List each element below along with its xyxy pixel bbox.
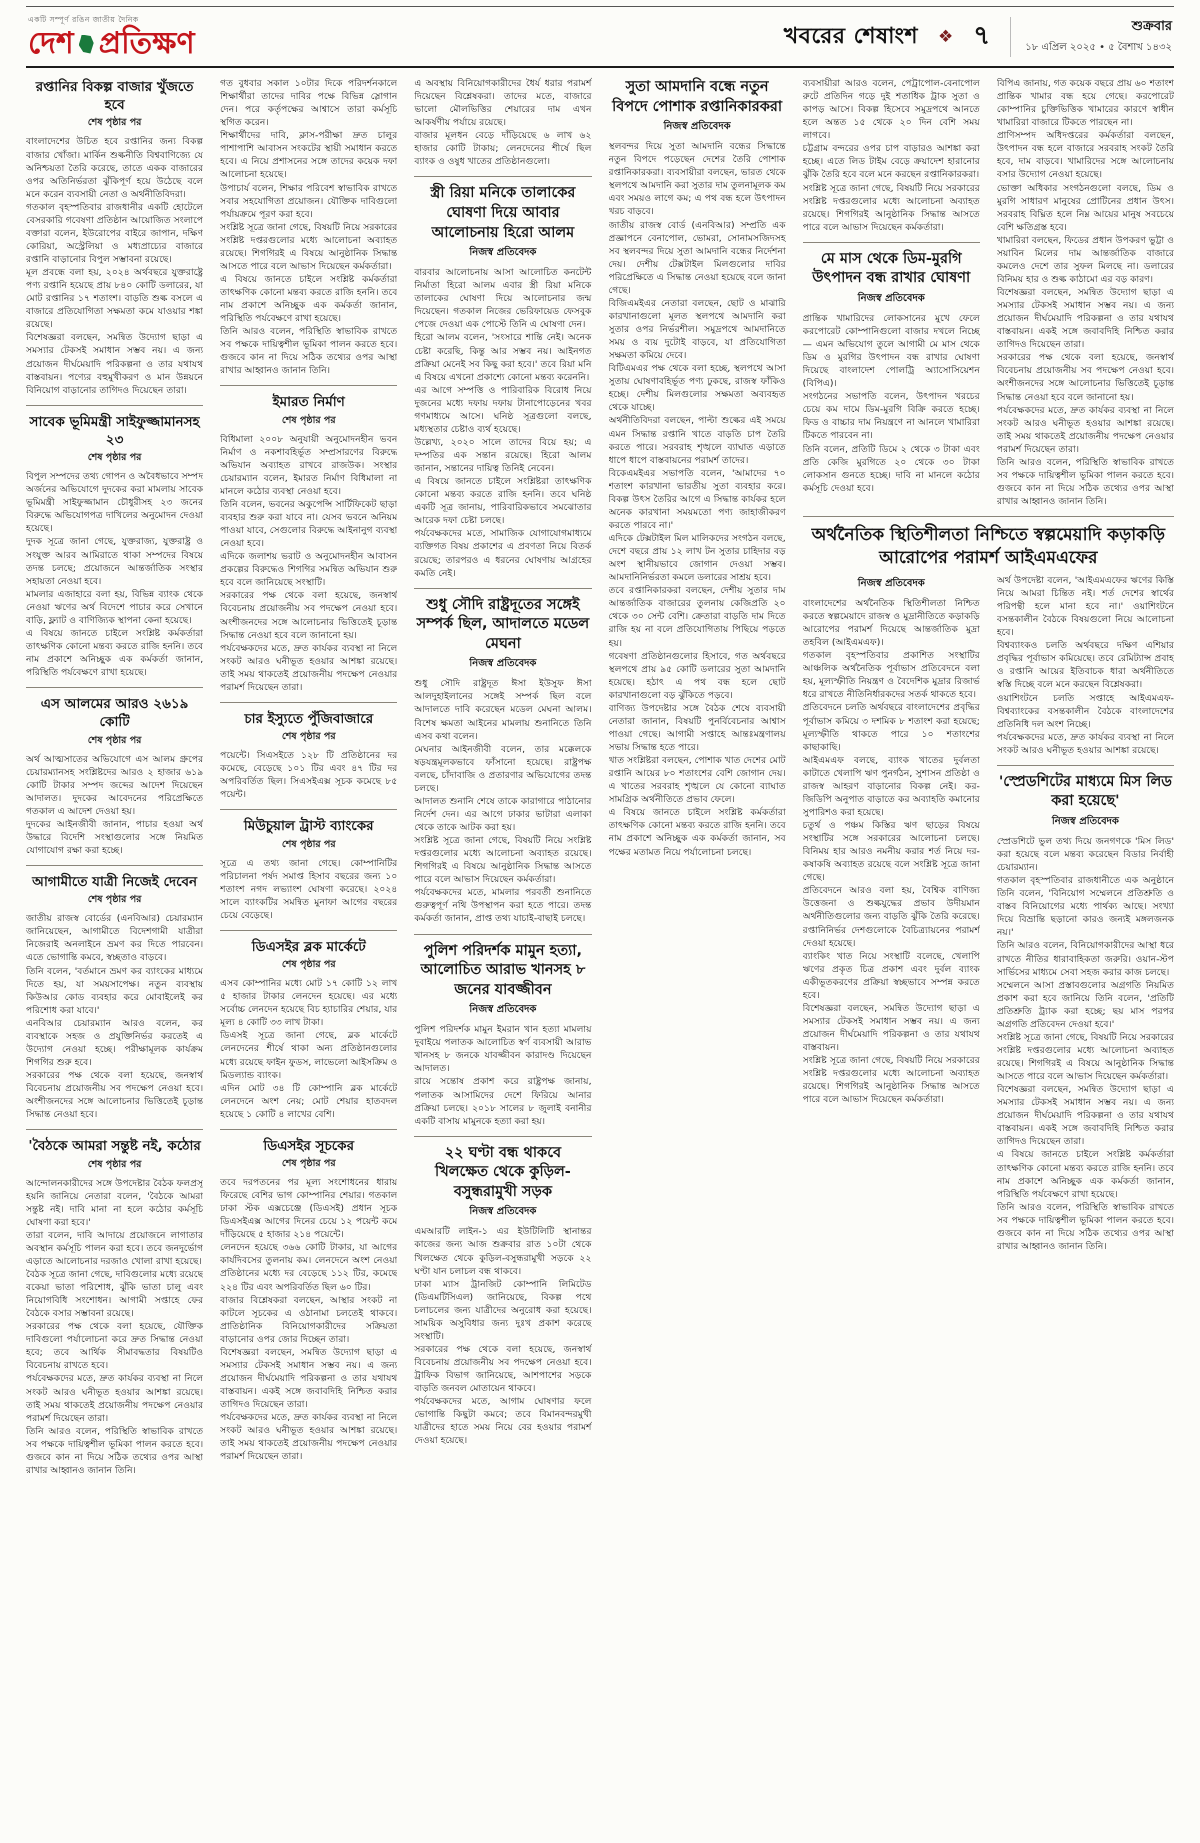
story-body: এ অবস্থায় বিনিয়োগকারীদের ধৈর্য ধরার পরামর্শ দিয়েছেন বিশ্লেষকরা। তাদের মতে, বাজারে ভালো মৌলভিত্তির শেয়ারের দাম এখন আকর্ষণীয় পর্যায়ে রয়েছে। বাজার মূলধন বেড়ে দাঁড়িয়েছে ৬ লাখ ৬২ হাজার কোটি টাকায়; লেনদেনের শীর্ষে ছিল ব্যাংক ও ওষুধ খাতের প্রতিষ্ঠানগুলো। <box>414 78 592 168</box>
story-body: প্রান্তিক খামারিদের লোকসানের মুখে ফেলে করপোরেট কোম্পানিগুলো বাজার দখলে নিচ্ছে— এমন অভিযোগ তুলে আগামী মে মাস থেকে ডিম ও মুরগির উৎপাদন বন্ধ রাখার ঘোষণা দিয়েছে বাংলাদেশ পোলট্রি অ্যাসোসিয়েশন (বিপিএ)। সংগঠনের সভাপতি বলেন, উৎপাদন খরচের চেয়ে কম দামে ডিম-মুরগি বিক্রি করতে হচ্ছে। ফিড ও বাচ্চার দাম নিয়ন্ত্রণে না আনলে খামারিরা টিকতে পারবেন না। তিনি বলেন, প্রতিটি ডিমে ২ থেকে ৩ টাকা এবং প্রতি কেজি মুরগিতে ২০ থেকে ৩০ টাকা লোকসান গুনতে হচ্ছে। দাবি না মানলে কঠোর কর্মসূচি দেওয়া হবে। <box>802 312 980 494</box>
story-headline: সুতা আমদানি বন্ধে নতুন বিপদে পোশাক রপ্তানিকারকরা <box>612 79 783 115</box>
weekday-label: শুক্রবার <box>1131 19 1172 34</box>
byline: নিজস্ব প্রতিবেদক <box>1051 815 1119 827</box>
date-block <box>1010 17 1172 57</box>
column-1 <box>26 77 203 1812</box>
date-line: ১৮ এপ্রিল ২০২৫ • ৫ বৈশাখ ১৪৩২ <box>1025 42 1172 53</box>
story-body: বাংলাদেশের উচিত হবে রপ্তানির জন্য বিকল্প বাজার খোঁজা। মার্কিন শুল্কনীতি বিশ্ববাণিজ্যে যে অনিশ্চয়তা তৈরি করেছে, তাতে একক বাজারের ওপর অতিনির্ভরতা ঝুঁকিপূর্ণ হয়ে উঠেছে বলে মনে করেন ব্যবসায়ী নেতা ও অর্থনীতিবিদরা। গতকাল বৃহস্পতিবার রাজধানীর একটি হোটেলে বেসরকারি গবেষণা প্রতিষ্ঠান আয়োজিত সংলাপে বক্তারা বলেন, ইউরোপের বাইরে জাপান, দক্ষিণ কোরিয়া, অস্ট্রেলিয়া ও মধ্যপ্রাচ্যের বাজারে রপ্তানি বাড়ানোর বিপুল সম্ভাবনা রয়েছে। মূল প্রবন্ধে বলা হয়, ২০২৪ অর্থবছরে যুক্তরাষ্ট্রে পণ্য রপ্তানি হয়েছে প্রায় ৮৪০ কোটি ডলারের, যা মোট রপ্তানির ১৭ শতাংশ। বাড়তি শুল্ক বসলে এ বাজারে প্রতিযোগিতা সক্ষমতা কমে যাওয়ার শঙ্কা রয়েছে। বিশেষজ্ঞরা বলছেন, সমন্বিত উদ্যোগ ছাড়া এ সমস্যার টেকসই সমাধান সম্ভব নয়। এ জন্য প্রয়োজন দীর্ঘমেয়াদি পরিকল্পনা ও তার যথাযথ বাস্তবায়ন। পণ্যের বহুমুখীকরণ ও মান উন্নয়নে বিনিয়োগ বাড়ানোর তাগিদও দিয়েছেন তারা। <box>26 136 204 396</box>
masthead-right <box>784 15 1172 59</box>
story-headline: ডিএসইর সূচকের <box>263 1137 355 1154</box>
story-continuation <box>220 77 397 377</box>
story-road-closure <box>414 1136 591 1448</box>
newspaper-logo <box>28 26 195 61</box>
story-headline: 'বৈঠকে আমরা সন্তুষ্ট নই, কঠোর <box>28 1138 201 1155</box>
story-body: এসব কোম্পানির মধ্যে মোট ১৭ কোটি ১২ লাখ ৫ হাজার টাকার লেনদেন হয়েছে। এর মধ্যে সর্বোচ্চ লেনদেন হয়েছে বিচ হ্যাচারির শেয়ার, যার মূল্য ৪ কোটি ৩৩ লাখ টাকা। ডিএসই সূত্রে জানা গেছে, ব্লক মার্কেটে লেনদেনের শীর্ষে থাকা অন্য প্রতিষ্ঠানগুলোর মধ্যে রয়েছে ফাইন ফুডস, লাভেলো আইসক্রিম ও মিডল্যান্ড ব্যাংক। এদিন মোট ৩৪ টি কোম্পানি ব্লক মার্কেটে লেনদেনে অংশ নেয়; মোট শেয়ার হাতবদল হয়েছে ১ কোটি ৪ লাখের বেশি। <box>220 978 398 1120</box>
story-body: স্থলবন্দর দিয়ে সুতা আমদানি বন্ধের সিদ্ধান্তে নতুন বিপদে পড়েছেন দেশের তৈরি পোশাক রপ্তানিকারকরা। ব্যবসায়ীরা বলছেন, ভারত থেকে স্থলপথে আমদানি করা সুতার দাম তুলনামূলক কম এবং সময়ও লাগে কম; এ পথ বন্ধ হলে উৎপাদন খরচ বাড়বে। জাতীয় রাজস্ব বোর্ড (এনবিআর) সম্প্রতি এক প্রজ্ঞাপনে বেনাপোল, ভোমরা, সোনামসজিদসহ সব স্থলবন্দর দিয়ে সুতা আমদানি বন্ধের নির্দেশনা দেয়। দেশীয় টেক্সটাইল মিলগুলোর দাবির পরিপ্রেক্ষিতে এ সিদ্ধান্ত নেওয়া হয়েছে বলে জানা গেছে। বিজিএমইএর নেতারা বলছেন, ছোট ও মাঝারি কারখানাগুলো মূলত স্থলপথে আমদানি করা সুতার ওপর নির্ভরশীল। সমুদ্রপথে আমদানিতে সময় ও ব্যয় দুটোই বাড়বে, যা প্রতিযোগিতা সক্ষমতা কমিয়ে দেবে। বিটিএমএর পক্ষ থেকে বলা হচ্ছে, স্থলপথে আসা সুতায় ঘোষণাবহির্ভূত পণ্য ঢুকছে, রাজস্ব ফাঁকিও হচ্ছে। দেশীয় মিলগুলোর সক্ষমতা অব্যবহৃত থেকে যাচ্ছে। অর্থনীতিবিদরা বলছেন, পাল্টা শুল্কের এই সময়ে এমন সিদ্ধান্ত রপ্তানি খাতে বাড়তি চাপ তৈরি করতে পারে। সরবরাহ শৃঙ্খলে ব্যাঘাত এড়াতে ধাপে ধাপে বাস্তবায়নের পরামর্শ তাদের। বিকেএমইএর সভাপতি বলেন, 'আমাদের ৭০ শতাংশ কারখানা ভারতীয় সুতা ব্যবহার করে। বিকল্প উৎস তৈরির আগে এ সিদ্ধান্ত কার্যকর হলে অনেক কারখানা সময়মতো পণ্য জাহাজীকরণ করতে পারবে না।' এদিকে টেক্সটাইল মিল মালিকদের সংগঠন বলছে, দেশে বছরে প্রায় ১২ লাখ টন সুতার চাহিদার বড় অংশ স্থানীয়ভাবে জোগান দেওয়া সম্ভব। আমদানিনির্ভরতা কমলে ডলারের সাশ্রয় হবে। তবে রপ্তানিকারকরা বলছেন, দেশীয় সুতার দাম আন্তর্জাতিক বাজারের তুলনায় কেজিপ্রতি ২০ থেকে ৩০ সেন্ট বেশি। ক্রেতারা বাড়তি দাম দিতে রাজি হয় না বলে প্রতিযোগিতায় পিছিয়ে পড়তে হয়। গবেষণা প্রতিষ্ঠানগুলোর হিসাবে, গত অর্থবছরে স্থলপথে প্রায় ৯৫ কোটি ডলারের সুতা আমদানি হয়েছে। হঠাৎ এ পথ বন্ধ হলে ছোট কারখানাগুলো বড় ঝুঁকিতে পড়বে। বাণিজ্য উপদেষ্টার সঙ্গে বৈঠক শেষে ব্যবসায়ী নেতারা জানান, বিষয়টি পুনর্বিবেচনার আশ্বাস পাওয়া গেছে। আগামী সপ্তাহে আন্তঃমন্ত্রণালয় সভায় সিদ্ধান্ত হতে পারে। খাত সংশ্লিষ্টরা বলছেন, পোশাক খাত দেশের মোট রপ্তানি আয়ের ৮০ শতাংশের বেশি জোগান দেয়। এ খাতের সরবরাহ শৃঙ্খলে যে কোনো ব্যাঘাত সামগ্রিক অর্থনীতিতে প্রভাব ফেলে। এ বিষয়ে জানতে চাইলে সংশ্লিষ্ট কর্মকর্তারা তাৎক্ষণিক কোনো মন্তব্য করতে রাজি হননি। তবে নাম প্রকাশে অনিচ্ছুক এক কর্মকর্তা জানান, সব পক্ষের মতামত নিয়ে পর্যালোচনা চলছে। <box>608 141 786 858</box>
story-headline: মে মাস থেকে ডিম-মুরগি উৎপাদন বন্ধ রাখার ঘোষণা <box>812 250 971 287</box>
story-dse-index <box>220 1129 397 1464</box>
column-4 <box>609 77 786 1812</box>
story-headline: ইমারত নির্মাণ <box>272 394 345 411</box>
continued-from-label: শেষ পৃষ্ঠার পর <box>87 1158 142 1170</box>
story-headline: 'স্প্রেডশিটের মাধ্যমে মিস লিড করা হয়েছে' <box>998 773 1172 810</box>
story-body: অর্থ আত্মসাতের অভিযোগে এস আলম গ্রুপের চেয়ারম্যানসহ সংশ্লিষ্টদের আরও ২ হাজার ৬১৯ কোটি টাকার সম্পদ জব্দের আদেশ দিয়েছেন আদালত। দুদকের আবেদনের পরিপ্রেক্ষিতে গতকাল এ আদেশ দেওয়া হয়। দুদকের আইনজীবী জানান, পাচার হওয়া অর্থ উদ্ধারে বিদেশি সংস্থাগুলোর সঙ্গে নিয়মিত যোগাযোগ রক্ষা করা হচ্ছে। <box>26 753 204 856</box>
story-imf-advice-headline-block <box>803 516 1174 574</box>
column-6-bottom <box>997 574 1174 1812</box>
story-headline: স্ত্রী রিয়া মনিকে তালাকের ঘোষণা দিয়ে আবার আলোচনায় হিরো আলম <box>430 185 576 241</box>
story-export-market <box>26 78 203 397</box>
story-yarn-import-ban <box>609 78 786 859</box>
continued-from-label: শেষ পৃষ্ঠার পর <box>281 959 336 971</box>
continued-from-label: শেষ পৃষ্ঠার পর <box>281 731 336 743</box>
logo-word-protikkhon: প্রতিক্ষণ <box>98 26 195 61</box>
story-imf-advice-body-left <box>803 576 980 1106</box>
page-body <box>26 77 1174 1812</box>
story-poultry-shutdown <box>803 242 980 495</box>
story-body: অর্থ উপদেষ্টা বলেন, 'আইএমএফের ঋণের কিস্তি নিয়ে আমরা চিন্তিত নই। শর্ত দেশের স্বার্থের পরিপন্থী হলে মানা হবে না।' ওয়াশিংটনে বসন্তকালীন বৈঠকে বিষয়গুলো নিয়ে আলোচনা হবে। বিশ্বব্যাংকও চলতি অর্থবছরে দক্ষিণ এশিয়ার প্রবৃদ্ধির পূর্বাভাস কমিয়েছে। তবে রেমিট্যান্স প্রবাহ ও রপ্তানি আয়ের ইতিবাচক ধারা অর্থনীতিতে স্বস্তি দিচ্ছে বলে মনে করছেন বিশ্লেষকরা। ওয়াশিংটনে চলতি সপ্তাহে আইএমএফ-বিশ্বব্যাংকের বসন্তকালীন বৈঠকে বাংলাদেশের প্রতিনিধি দল অংশ নিচ্ছে। পর্যবেক্ষকদের মতে, দ্রুত কার্যকর ব্যবস্থা না নিলে সংকট আরও ঘনীভূত হওয়ার আশঙ্কা রয়েছে। <box>996 574 1174 756</box>
column-5-bottom <box>803 574 980 1812</box>
story-spreadsheet-mislead <box>997 765 1174 1253</box>
continued-from-label: শেষ পৃষ্ঠার পর <box>281 1158 336 1170</box>
byline: নিজস্ব প্রতিবেদক <box>469 1004 537 1016</box>
story-body: তবে দরপতনের পর মূল্য সংশোধনের ধারায় ফিরেছে বেশির ভাগ কোম্পানির শেয়ার। গতকাল ঢাকা স্টক এক্সচেঞ্জে (ডিএসই) প্রধান সূচক ডিএসইএক্স আগের দিনের চেয়ে ১২ পয়েন্ট কমে দাঁড়িয়েছে ৫ হাজার ২১৪ পয়েন্টে। লেনদেন হয়েছে ৩৬৬ কোটি টাকার, যা আগের কার্যদিবসের তুলনায় কম। লেনদেনে অংশ নেওয়া প্রতিষ্ঠানের মধ্যে দর বেড়েছে ১১২ টির, কমেছে ২২৪ টির এবং অপরিবর্তিত ছিল ৬০ টির। বাজার বিশ্লেষকরা বলছেন, আস্থার সংকট না কাটলে সূচকের এ ওঠানামা চলতেই থাকবে। প্রাতিষ্ঠানিক বিনিয়োগকারীদের সক্রিয়তা বাড়ানোর ওপর জোর দিচ্ছেন তারা। বিশেষজ্ঞরা বলছেন, সমন্বিত উদ্যোগ ছাড়া এ সমস্যার টেকসই সমাধান সম্ভব নয়। এ জন্য প্রয়োজন দীর্ঘমেয়াদি পরিকল্পনা ও তার যথাযথ বাস্তবায়ন। একই সঙ্গে জবাবদিহি নিশ্চিত করার তাগিদও দিয়েছেন তারা। পর্যবেক্ষকদের মতে, দ্রুত কার্যকর ব্যবস্থা না নিলে সংকট আরও ঘনীভূত হওয়ার আশঙ্কা রয়েছে। তাই সময় থাকতেই প্রয়োজনীয় পদক্ষেপ নেওয়ার পরামর্শ দিয়েছেন তারা। <box>220 1177 398 1463</box>
ornament-icon: ❖ <box>938 27 954 47</box>
story-body: বারবার আলোচনায় আসা আলোচিত কনটেন্ট নির্মাতা হিরো আলম এবার স্ত্রী রিয়া মনিকে তালাকের ঘোষণা দিয়ে আলোচনার জন্ম দিয়েছেন। গতকাল নিজের ভেরিফায়েড ফেসবুক পেজে দেওয়া এক পোস্টে তিনি এ ঘোষণা দেন। হিরো আলম বলেন, 'সংসারে শান্তি নেই। অনেক চেষ্টা করেছি, কিন্তু আর সম্ভব নয়। আইনগত প্রক্রিয়া মেনেই সব কিছু করা হবে।' তবে রিয়া মনি এ বিষয়ে এখনো প্রকাশ্যে কোনো মন্তব্য করেননি। এর আগে সম্পত্তি ও পারিবারিক বিরোধ নিয়ে দুজনের মধ্যে দফায় দফায় টানাপোড়েনের খবর গণমাধ্যমে আসে। ঘনিষ্ঠ সূত্রগুলো বলছে, মধ্যস্থতার চেষ্টাও ব্যর্থ হয়েছে। উল্লেখ্য, ২০২০ সালে তাদের বিয়ে হয়; এ দম্পতির এক সন্তান রয়েছে। হিরো আলম জানান, সন্তানের দায়িত্ব তিনিই নেবেন। এ বিষয়ে জানতে চাইলে সংশ্লিষ্টরা তাৎক্ষণিক কোনো মন্তব্য করতে রাজি হননি। তবে ঘনিষ্ঠ একটি সূত্র জানায়, পারিবারিকভাবে সমঝোতার আরেক দফা চেষ্টা চলছে। পর্যবেক্ষকদের মতে, সামাজিক যোগাযোগমাধ্যমে ব্যক্তিগত বিষয় প্রকাশের এ প্রবণতা নিয়ে বিতর্ক রয়েছে; তারপরও এ ধরনের ঘোষণায় আগ্রহের কমতি নেই। <box>414 267 592 579</box>
story-meeting-protest <box>26 1129 203 1477</box>
story-headline: সাবেক ভূমিমন্ত্রী সাইফুজ্জামানসহ ২৩ <box>29 413 200 448</box>
story-dse-block-market <box>220 930 397 1121</box>
story-s-alam <box>26 687 203 857</box>
story-body: সূত্রে এ তথ্য জানা গেছে। কোম্পানিটির পরিচালনা পর্ষদ সমাপ্ত হিসাব বছরের জন্য ১০ শতাংশ নগদ লভ্যাংশ ঘোষণা করেছে। ২০২৪ সালে ব্যাংকটির সমন্বিত মুনাফা আগের বছরের চেয়ে বেড়েছে। <box>220 857 398 921</box>
story-headline: ডিএসইর ব্লক মার্কেটে <box>251 938 366 955</box>
story-travel-tax <box>26 865 203 1121</box>
byline: নিজস্ব প্রতিবেদক <box>857 577 925 589</box>
masthead-tagline: একটি সম্পূর্ণ রঙিন জাতীয় দৈনিক <box>28 15 139 24</box>
story-headline: এস আলমের আরও ২৬১৯ কোটি <box>40 696 189 731</box>
story-saifuzzaman <box>26 405 203 679</box>
story-body: স্প্রেডশিটে ভুল তথ্য দিয়ে জনগণকে 'মিস লিড' করা হয়েছে বলে মন্তব্য করেছেন বিডার নির্বাহী চেয়ারম্যান। গতকাল বৃহস্পতিবার রাজধানীতে এক অনুষ্ঠানে তিনি বলেন, 'বিনিয়োগ সম্মেলনে প্রতিশ্রুতি ও বাস্তব বিনিয়োগের মধ্যে পার্থক্য আছে। সংখ্যা দিয়ে বিভ্রান্তি ছড়ানো কারও জন্যই মঙ্গলজনক নয়।' তিনি আরও বলেন, বিনিয়োগকারীদের আস্থা ধরে রাখতে নীতির ধারাবাহিকতা জরুরি। ওয়ান-স্টপ সার্ভিসের মাধ্যমে সেবা সহজ করার কাজ চলছে। সম্মেলনে আসা প্রস্তাবগুলোর অগ্রগতি নিয়মিত প্রকাশ করা হবে জানিয়ে তিনি বলেন, 'প্রতিটি প্রতিশ্রুতি ট্র্যাক করা হচ্ছে; ছয় মাস পরপর অগ্রগতি প্রতিবেদন দেওয়া হবে।' সংশ্লিষ্ট সূত্রে জানা গেছে, বিষয়টি নিয়ে সরকারের সংশ্লিষ্ট দপ্তরগুলোর মধ্যে আলোচনা অব্যাহত রয়েছে। শিগগিরই এ বিষয়ে আনুষ্ঠানিক সিদ্ধান্ত আসতে পারে বলে আভাস দিয়েছেন কর্মকর্তারা। বিশেষজ্ঞরা বলছেন, সমন্বিত উদ্যোগ ছাড়া এ সমস্যার টেকসই সমাধান সম্ভব নয়। এ জন্য প্রয়োজন দীর্ঘমেয়াদি পরিকল্পনা ও তার যথাযথ বাস্তবায়ন। একই সঙ্গে জবাবদিহি নিশ্চিত করার তাগিদও দিয়েছেন তারা। এ বিষয়ে জানতে চাইলে সংশ্লিষ্ট কর্মকর্তারা তাৎক্ষণিক কোনো মন্তব্য করতে রাজি হননি। তবে নাম প্রকাশে অনিচ্ছুক এক কর্মকর্তা জানান, পরিস্থিতি পর্যবেক্ষণে রাখা হয়েছে। তিনি আরও বলেন, পরিস্থিতি স্বাভাবিক রাখতে সব পক্ষকে দায়িত্বশীল ভূমিকা পালন করতে হবে। গুজবে কান না দিয়ে সঠিক তথ্যের ওপর আস্থা রাখার আহ্বানও জানান তিনি। <box>996 835 1174 1252</box>
story-imf-advice-body-right <box>997 574 1174 757</box>
continued-from-label: শেষ পৃষ্ঠার পর <box>87 117 142 129</box>
story-headline: মিউচুয়াল ট্রাস্ট ব্যাংকের <box>243 818 374 835</box>
columns-5-6-bottom <box>803 574 1174 1812</box>
column-6-top <box>997 77 1174 508</box>
story-capital-market-issues <box>220 702 397 801</box>
continued-from-label: শেষ পৃষ্ঠার পর <box>281 414 336 426</box>
logo-word-desh: দেশ <box>28 26 74 61</box>
story-headline: শুধু সৌদি রাষ্ট্রদূতের সঙ্গেই সম্পর্ক ছিল, আদালতে মডেল মেঘনা <box>416 596 590 652</box>
story-building-code <box>220 385 397 693</box>
continued-from-label: শেষ পৃষ্ঠার পর <box>87 734 142 746</box>
story-model-meghna <box>414 588 591 926</box>
story-body: বিধিমালা ২০০৮ অনুযায়ী অনুমোদনহীন ভবন নির্মাণ ও নকশাবহির্ভূত সম্প্রসারণের বিরুদ্ধে অভিযান অব্যাহত রাখবে রাজউক। সংস্থার চেয়ারম্যান বলেন, ইমারত নির্মাণ বিধিমালা না মানলে কঠোর ব্যবস্থা নেওয়া হবে। তিনি বলেন, ভবনের অকুপেন্সি সার্টিফিকেট ছাড়া ব্যবহার শুরু করা যাবে না। যেসব ভবনে অনিয়ম পাওয়া যাবে, সেগুলোর বিরুদ্ধে আইনানুগ ব্যবস্থা নেওয়া হবে। এদিকে জলাশয় ভরাট ও অনুমোদনহীন আবাসন প্রকল্পের বিরুদ্ধেও শিগগির সমন্বিত অভিযান শুরু হবে বলে জানিয়েছে সংস্থাটি। সরকারের পক্ষ থেকে বলা হয়েছে, জনস্বার্থ বিবেচনায় প্রয়োজনীয় সব পদক্ষেপ নেওয়া হবে। অংশীজনদের সঙ্গে আলোচনার ভিত্তিতেই চূড়ান্ত সিদ্ধান্ত নেওয়া হবে বলে জানানো হয়। পর্যবেক্ষকদের মতে, দ্রুত কার্যকর ব্যবস্থা না নিলে সংকট আরও ঘনীভূত হওয়ার আশঙ্কা রয়েছে। তাই সময় থাকতেই প্রয়োজনীয় পদক্ষেপ নেওয়ার পরামর্শ দিয়েছেন তারা। <box>220 433 398 693</box>
story-continuation <box>997 77 1174 508</box>
columns-5-6 <box>803 77 1174 1812</box>
column-5-top <box>803 77 980 508</box>
column-2 <box>220 77 397 1812</box>
story-body: গত বুধবার সকাল ১০টার দিকে পরিদর্শনকালে শিক্ষার্থীরা তাদের দাবির পক্ষে বিভিন্ন স্লোগান দেন। পরে কর্তৃপক্ষের আশ্বাসে তারা কর্মসূচি স্থগিত করেন। শিক্ষার্থীদের দাবি, ক্লাস-পরীক্ষা দ্রুত চালুর পাশাপাশি আবাসন সংকটের স্থায়ী সমাধান করতে হবে। এ নিয়ে প্রশাসনের সঙ্গে তাদের কয়েক দফা আলোচনা হয়েছে। উপাচার্য বলেন, শিক্ষার পরিবেশ স্বাভাবিক রাখতে সবার সহযোগিতা প্রয়োজন। যৌক্তিক দাবিগুলো পর্যায়ক্রমে পূরণ করা হবে। সংশ্লিষ্ট সূত্রে জানা গেছে, বিষয়টি নিয়ে সরকারের সংশ্লিষ্ট দপ্তরগুলোর মধ্যে আলোচনা অব্যাহত রয়েছে। শিগগিরই এ বিষয়ে আনুষ্ঠানিক সিদ্ধান্ত আসতে পারে বলে আভাস দিয়েছেন কর্মকর্তারা। এ বিষয়ে জানতে চাইলে সংশ্লিষ্ট কর্মকর্তারা তাৎক্ষণিক কোনো মন্তব্য করতে রাজি হননি। তবে নাম প্রকাশে অনিচ্ছুক এক কর্মকর্তা জানান, পরিস্থিতি পর্যবেক্ষণে রাখা হয়েছে। তিনি আরও বলেন, পরিস্থিতি স্বাভাবিক রাখতে সব পক্ষকে দায়িত্বশীল ভূমিকা পালন করতে হবে। গুজবে কান না দিয়ে সঠিক তথ্যের ওপর আস্থা রাখার আহ্বানও জানান তিনি। <box>220 78 398 377</box>
story-body: বিপুল সম্পদের তথ্য গোপন ও অবৈধভাবে সম্পদ অর্জনের অভিযোগে দুদকের করা মামলায় সাবেক ভূমিমন্ত্রী সাইফুজ্জামান চৌধুরীসহ ২৩ জনের বিরুদ্ধে অভিযোগপত্র দাখিলের অনুমোদন দেওয়া হয়েছে। দুদক সূত্রে জানা গেছে, যুক্তরাজ্য, যুক্তরাষ্ট্র ও সংযুক্ত আরব আমিরাতে থাকা সম্পদের বিষয়ে তদন্ত চলছে; প্রয়োজনে আন্তর্জাতিক সংস্থার সহায়তা নেওয়া হবে। মামলার এজাহারে বলা হয়, বিভিন্ন ব্যাংক থেকে নেওয়া ঋণের অর্থ বিদেশে পাচার করে সেখানে বাড়ি, ফ্ল্যাট ও বাণিজ্যিক স্থাপনা কেনা হয়েছে। এ বিষয়ে জানতে চাইলে সংশ্লিষ্ট কর্মকর্তারা তাৎক্ষণিক কোনো মন্তব্য করতে রাজি হননি। তবে নাম প্রকাশে অনিচ্ছুক এক কর্মকর্তা জানান, পরিস্থিতি পর্যবেক্ষণে রাখা হয়েছে। <box>26 471 204 679</box>
map-emblem-icon <box>79 35 94 54</box>
byline: নিজস্ব প্রতিবেদক <box>469 1206 537 1218</box>
newspaper-brand <box>28 15 195 59</box>
story-mamun-murder-verdict <box>414 934 591 1128</box>
story-headline: আগামীতে যাত্রী নিজেই দেবেন <box>32 874 198 891</box>
story-body: বিপিএ জানায়, গত কয়েক বছরে প্রায় ৬০ শতাংশ প্রান্তিক খামার বন্ধ হয়ে গেছে। করপোরেট কোম্পানির চুক্তিভিত্তিক খামারের কারণে স্বাধীন খামারিরা বাজারে টিকতে পারছেন না। প্রাণিসম্পদ অধিদপ্তরের কর্মকর্তারা বলছেন, উৎপাদন বন্ধ হলে বাজারে সরবরাহ সংকট তৈরি হবে, দাম বাড়বে। খামারিদের সঙ্গে আলোচনায় বসার উদ্যোগ নেওয়া হয়েছে। ভোক্তা অধিকার সংগঠনগুলো বলছে, ডিম ও মুরগি সাধারণ মানুষের প্রোটিনের প্রধান উৎস। সরবরাহ বিঘ্নিত হলে নিম্ন আয়ের মানুষ সবচেয়ে বেশি ক্ষতিগ্রস্ত হবে। খামারিরা বলছেন, ফিডের প্রধান উপকরণ ভুট্টা ও সয়াবিন মিলের দাম আন্তর্জাতিক বাজারে কমলেও দেশে তার সুফল মিলছে না। ডলারের বিনিময় হার ও শুল্ক কাঠামো এর বড় কারণ। বিশেষজ্ঞরা বলছেন, সমন্বিত উদ্যোগ ছাড়া এ সমস্যার টেকসই সমাধান সম্ভব নয়। এ জন্য প্রয়োজন দীর্ঘমেয়াদি পরিকল্পনা ও তার যথাযথ বাস্তবায়ন। একই সঙ্গে জবাবদিহি নিশ্চিত করার তাগিদও দিয়েছেন তারা। সরকারের পক্ষ থেকে বলা হয়েছে, জনস্বার্থ বিবেচনায় প্রয়োজনীয় সব পদক্ষেপ নেওয়া হবে। অংশীজনদের সঙ্গে আলোচনার ভিত্তিতেই চূড়ান্ত সিদ্ধান্ত নেওয়া হবে বলে জানানো হয়। পর্যবেক্ষকদের মতে, দ্রুত কার্যকর ব্যবস্থা না নিলে সংকট আরও ঘনীভূত হওয়ার আশঙ্কা রয়েছে। তাই সময় থাকতেই প্রয়োজনীয় পদক্ষেপ নেওয়ার পরামর্শ দিয়েছেন তারা। তিনি আরও বলেন, পরিস্থিতি স্বাভাবিক রাখতে সব পক্ষকে দায়িত্বশীল ভূমিকা পালন করতে হবে। গুজবে কান না দিয়ে সঠিক তথ্যের ওপর আস্থা রাখার আহ্বানও জানান তিনি। <box>996 78 1174 507</box>
story-body: আন্দোলনকারীদের সঙ্গে উপদেষ্টার বৈঠক ফলপ্রসূ হয়নি জানিয়ে নেতারা বলেন, 'বৈঠকে আমরা সন্তুষ্ট নই। দাবি মানা না হলে কঠোর কর্মসূচি ঘোষণা করা হবে।' তারা বলেন, দাবি আদায়ে প্রয়োজনে লাগাতার অবস্থান কর্মসূচি পালন করা হবে। তবে জনদুর্ভোগ এড়াতে আলোচনার দরজাও খোলা রাখা হয়েছে। বৈঠক সূত্রে জানা গেছে, দাবিগুলোর মধ্যে রয়েছে বকেয়া ভাতা পরিশোধ, ঝুঁকি ভাতা চালু এবং নিয়োগবিধি সংশোধন। আগামী সপ্তাহে ফের বৈঠকে বসার সম্ভাবনা রয়েছে। সরকারের পক্ষ থেকে বলা হয়েছে, যৌক্তিক দাবিগুলো পর্যালোচনা করে দ্রুত সিদ্ধান্ত নেওয়া হবে; তবে আর্থিক সীমাবদ্ধতার বিষয়টিও বিবেচনায় রাখতে হবে। পর্যবেক্ষকদের মতে, দ্রুত কার্যকর ব্যবস্থা না নিলে সংকট আরও ঘনীভূত হওয়ার আশঙ্কা রয়েছে। তাই সময় থাকতেই প্রয়োজনীয় পদক্ষেপ নেওয়ার পরামর্শ দিয়েছেন তারা। তিনি আরও বলেন, পরিস্থিতি স্বাভাবিক রাখতে সব পক্ষকে দায়িত্বশীল ভূমিকা পালন করতে হবে। গুজবে কান না দিয়ে সঠিক তথ্যের ওপর আস্থা রাখার আহ্বানও জানান তিনি। <box>26 1177 204 1476</box>
byline: নিজস্ব প্রতিবেদক <box>469 658 537 670</box>
columns-5-6-top <box>803 77 1174 508</box>
continued-from-label: শেষ পৃষ্ঠার পর <box>281 838 336 850</box>
continued-from-label: শেষ পৃষ্ঠার পর <box>87 894 142 906</box>
byline: নিজস্ব প্রতিবেদক <box>663 121 731 133</box>
byline: নিজস্ব প্রতিবেদক <box>469 247 537 259</box>
story-body: পুলিশ পরিদর্শক মামুন ইমরান খান হত্যা মামলায় দুবাইয়ে পলাতক আলোচিত স্বর্ণ ব্যবসায়ী আরাভ খানসহ ৮ জনকে যাবজ্জীবন কারাদণ্ড দিয়েছেন আদালত। রায়ে সন্তোষ প্রকাশ করে রাষ্ট্রপক্ষ জানায়, পলাতক আসামিদের দেশে ফিরিয়ে আনার প্রক্রিয়া চলছে। ২০১৮ সালের ৮ জুলাই বনানীর একটি বাসায় মামুনকে হত্যা করা হয়। <box>414 1024 592 1127</box>
story-headline: অর্থনৈতিক স্থিতিশীলতা নিশ্চিতে স্বল্পমেয়াদি কড়াকড়ি আরোপের পরামর্শ আইএমএফের <box>811 525 1166 568</box>
byline: নিজস্ব প্রতিবেদক <box>857 292 925 304</box>
story-continuation <box>414 77 591 168</box>
story-headline: পুলিশ পরিদর্শক মামুন হত্যা, আলোচিত আরাভ খানসহ ৮ জনের যাবজ্জীবন <box>420 942 586 998</box>
column-3 <box>414 77 591 1812</box>
story-mutual-trust-bank <box>220 809 397 922</box>
continued-from-label: শেষ পৃষ্ঠার পর <box>87 452 142 464</box>
story-body: শুধু সৌদি রাষ্ট্রদূত ঈসা ইউসুফ ঈসা আলদুহাইলানের সঙ্গেই সম্পর্ক ছিল বলে আদালতে দাবি করেছেন মডেল মেঘনা আলম। বিশেষ ক্ষমতা আইনের মামলায় শুনানিতে তিনি এসব কথা বলেন। মেঘনার আইনজীবী বলেন, তার মক্কেলকে ষড়যন্ত্রমূলকভাবে ফাঁসানো হয়েছে। রাষ্ট্রপক্ষ বলছে, চাঁদাবাজি ও প্রতারণার অভিযোগের তদন্ত চলছে। আদালত শুনানি শেষে তাকে কারাগারে পাঠানোর নির্দেশ দেন। এর আগে ঢাকার ভাটারা এলাকা থেকে তাকে আটক করা হয়। সংশ্লিষ্ট সূত্রে জানা গেছে, বিষয়টি নিয়ে সংশ্লিষ্ট দপ্তরগুলোর মধ্যে আলোচনা অব্যাহত রয়েছে। শিগগিরই এ বিষয়ে আনুষ্ঠানিক সিদ্ধান্ত আসতে পারে বলে আভাস দিয়েছেন কর্মকর্তারা। পর্যবেক্ষকদের মতে, মামলার পরবর্তী শুনানিতে গুরুত্বপূর্ণ নথি উপস্থাপন করা হতে পারে। তদন্ত কর্মকর্তা জানান, প্রাপ্ত তথ্য যাচাই-বাছাই চলছে। <box>414 678 592 925</box>
section-title: খবরের শেষাংশ <box>783 23 919 49</box>
story-body: এমআরটি লাইন-১ এর ইউটিলিটি স্থানান্তর কাজের জন্য আজ শুক্রবার রাত ১০টা থেকে খিলক্ষেত থেকে কুড়িল-বসুন্ধরামুখী সড়কে ২২ ঘণ্টা যান চলাচল বন্ধ থাকবে। ঢাকা ম্যাস ট্রানজিট কোম্পানি লিমিটেড (ডিএমটিসিএল) জানিয়েছে, বিকল্প পথে চলাচলের জন্য যাত্রীদের অনুরোধ করা হয়েছে। সাময়িক অসুবিধার জন্য দুঃখ প্রকাশ করেছে সংস্থাটি। সরকারের পক্ষ থেকে বলা হয়েছে, জনস্বার্থ বিবেচনায় প্রয়োজনীয় সব পদক্ষেপ নেওয়া হবে। ট্রাফিক বিভাগ জানিয়েছে, আশপাশের সড়কে বাড়তি জনবল মোতায়েন থাকবে। পর্যবেক্ষকদের মতে, আগাম ঘোষণার ফলে ভোগান্তি কিছুটা কমবে; তবে বিমানবন্দরমুখী যাত্রীদের হাতে সময় নিয়ে বের হওয়ার পরামর্শ দেওয়া হয়েছে। <box>414 1226 592 1447</box>
story-body: ব্যবসায়ীরা আরও বলেন, পেট্রাপোল-বেনাপোল রুটে প্রতিদিন গড়ে দুই শতাধিক ট্রাক সুতা ও কাপড় আসে। বিকল্প হিসেবে সমুদ্রপথে আনতে হলে অন্তত ১৫ থেকে ২০ দিন বেশি সময় লাগবে। চট্টগ্রাম বন্দরের ওপর চাপ বাড়ারও আশঙ্কা করা হচ্ছে। এতে লিড টাইম বেড়ে ক্রয়াদেশ হারানোর ঝুঁকি তৈরি হবে বলে মনে করছেন রপ্তানিকারকরা। সংশ্লিষ্ট সূত্রে জানা গেছে, বিষয়টি নিয়ে সরকারের সংশ্লিষ্ট দপ্তরগুলোর মধ্যে আলোচনা অব্যাহত রয়েছে। শিগগিরই আনুষ্ঠানিক সিদ্ধান্ত আসতে পারে বলে আভাস দিয়েছেন কর্মকর্তারা। <box>802 78 980 233</box>
story-headline: রপ্তানির বিকল্প বাজার খুঁজতে হবে <box>35 79 194 114</box>
story-body: বাংলাদেশের অর্থনৈতিক স্থিতিশীলতা নিশ্চ‍িত করতে স্বল্পমেয়াদে রাজস্ব ও মুদ্রানীতিতে কড়াকড়ি আরোপের পরামর্শ দিয়েছে আন্তর্জাতিক মুদ্রা তহবিল (আইএমএফ)। গতকাল বৃহস্পতিবার প্রকাশিত সংস্থাটির আঞ্চলিক অর্থনৈতিক পূর্বাভাস প্রতিবেদনে বলা হয়, মূল্যস্ফীতি নিয়ন্ত্রণ ও বৈদেশিক মুদ্রার রিজার্ভ ধরে রাখতে নীতিনির্ধারকদের সতর্ক থাকতে হবে। প্রতিবেদনে চলতি অর্থবছরে বাংলাদেশের প্রবৃদ্ধির পূর্বাভাস কমিয়ে ৩ দশমিক ৮ শতাংশ করা হয়েছে; মূল্যস্ফীতি থাকতে পারে ১০ শতাংশের কাছাকাছি। আইএমএফ বলছে, ব্যাংক খাতের দুর্বলতা কাটাতে খেলাপি ঋণ পুনর্গঠন, সুশাসন প্রতিষ্ঠা ও রাজস্ব আহরণ বাড়ানোর বিকল্প নেই। কর-জিডিপি অনুপাত বাড়াতে কর অব্যাহতি কমানোর সুপারিশও করা হয়েছে। চতুর্থ ও পঞ্চম কিস্তির ঋণ ছাড়ের বিষয়ে সংস্থাটির সঙ্গে সরকারের আলোচনা চলছে। বিনিময় হার আরও নমনীয় করার শর্ত নিয়ে দর-কষাকষি অব্যাহত রয়েছে বলে সংশ্লিষ্ট সূত্রে জানা গেছে। প্রতিবেদনে আরও বলা হয়, বৈশ্বিক বাণিজ্য উত্তেজনা ও শুল্কযুদ্ধের প্রভাব উদীয়মান অর্থনীতিগুলোর জন্য বাড়তি ঝুঁকি তৈরি করেছে। রপ্তানিনির্ভর দেশগুলোকে বৈচিত্র্যায়নের পরামর্শ দেওয়া হয়েছে। ব্যাংকিং খাত নিয়ে সংস্থাটি বলেছে, খেলাপি ঋণের প্রকৃত চিত্র প্রকাশ এবং দুর্বল ব্যাংক একীভূতকরণের প্রক্রিয়া স্বচ্ছভাবে সম্পন্ন করতে হবে। বিশেষজ্ঞরা বলছেন, সমন্বিত উদ্যোগ ছাড়া এ সমস্যার টেকসই সমাধান সম্ভব নয়। এ জন্য প্রয়োজন দীর্ঘমেয়াদি পরিকল্পনা ও তার যথাযথ বাস্তবায়ন। সংশ্লিষ্ট সূত্রে জানা গেছে, বিষয়টি নিয়ে সরকারের সংশ্লিষ্ট দপ্তরগুলোর মধ্যে আলোচনা অব্যাহত রয়েছে। শিগগিরই আনুষ্ঠানিক সিদ্ধান্ত আসতে পারে বলে আভাস দিয়েছেন কর্মকর্তারা। <box>802 597 980 1106</box>
story-body: পয়েন্টে। সিএসইতে ১২৮ টি প্রতিষ্ঠানের দর কমেছে, বেড়েছে ১০১ টির এবং ৪৭ টির দর অপরিবর্তিত ছিল। সিএসইএক্স সূচক কমেছে ৮৫ পয়েন্ট। <box>220 750 398 801</box>
story-headline: ২২ ঘণ্টা বন্ধ থাকবে খিলক্ষেত থেকে কুড়িল-বসুন্ধরামুখী সড়ক <box>435 1144 571 1200</box>
story-hero-alam <box>414 176 591 579</box>
story-body: জাতীয় রাজস্ব বোর্ডের (এনবিআর) চেয়ারম্যান জানিয়েছেন, আগামীতে বিদেশগামী যাত্রীরা নিজেরাই অনলাইনে ভ্রমণ কর দিতে পারবেন। এতে ভোগান্তি কমবে, স্বচ্ছতাও বাড়বে। তিনি বলেন, 'বর্তমানে ভ্রমণ কর ব্যাংকের মাধ্যমে দিতে হয়, যা সময়সাপেক্ষ। নতুন ব্যবস্থায় কিউআর কোড ব্যবহার করে মোবাইলেই কর পরিশোধ করা যাবে।' এনবিআর চেয়ারম্যান আরও বলেন, কর ব্যবস্থাকে সহজ ও প্রযুক্তিনির্ভর করতেই এ উদ্যোগ নেওয়া হচ্ছে। পরীক্ষামূলক কার্যক্রম শিগগির শুরু হবে। সরকারের পক্ষ থেকে বলা হয়েছে, জনস্বার্থ বিবেচনায় প্রয়োজনীয় সব পদক্ষেপ নেওয়া হবে। অংশীজনদের সঙ্গে আলোচনার ভিত্তিতেই চূড়ান্ত সিদ্ধান্ত নেওয়া হবে। <box>26 913 204 1121</box>
page-number: ৭ <box>973 21 991 51</box>
story-continuation <box>803 77 980 234</box>
masthead <box>26 6 1174 68</box>
story-headline: চার ইস্যুতে পুঁজিবাজারে <box>244 710 374 727</box>
